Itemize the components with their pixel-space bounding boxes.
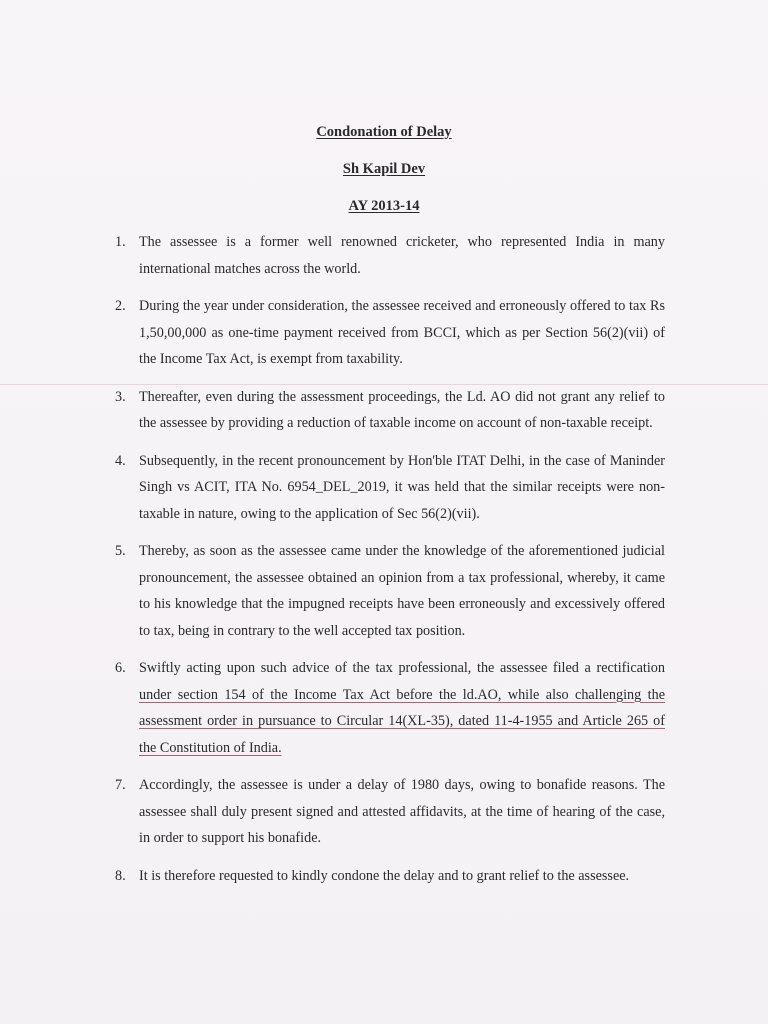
item-text: It is therefore requested to kindly condone the delay and to grant relief to the assessee. bbox=[139, 867, 630, 884]
list-item bbox=[115, 655, 665, 761]
list-item bbox=[115, 538, 665, 644]
item-text: Subsequently, in the recent pronouncement by Hon'ble ITAT Delhi, in the case of Maninder Singh vs ACIT, ITA No. 6954_DEL_2019, it was held that the similar receipts were non-taxable in nature, owing to the application of Sec 56(2)(vii). bbox=[139, 452, 665, 522]
item-number: 1. bbox=[115, 234, 126, 250]
list-item bbox=[115, 772, 665, 852]
item-text: Accordingly, the assessee is under a delay of 1980 days, owing to bonafide reasons. The assessee shall duly present signed and attested affidavits, at the time of hearing of the case, in order to support his bonafide. bbox=[139, 777, 665, 846]
list-item bbox=[115, 384, 665, 437]
list-item bbox=[115, 229, 665, 282]
item-number: 6. bbox=[115, 660, 126, 676]
item-text: Thereby, as soon as the assessee came under the knowledge of the aforementioned judicial pronouncement, the assessee obtained an opinion from a tax professional, whereby, it came to his knowledge that the impugned receipts have been erroneously and excessively offered to tax, being in contrary to the well accepted tax position. bbox=[139, 543, 665, 639]
assessee-name: Sh Kapil Dev bbox=[342, 161, 426, 177]
assessment-year: AY 2013-14 bbox=[348, 198, 420, 214]
item-text: Swiftly acting upon such advice of the tax professional, the assessee filed a rectification bbox=[139, 660, 665, 676]
list-item bbox=[115, 863, 665, 890]
underlined-text: under section 154 of the Income Tax Act before the ld.AO, while also challenging the assessment order in pursuance to Circular 14(XL-35), dated 11-4-1955 and Article 265 of the Constitution of India. bbox=[139, 686, 665, 756]
document-header bbox=[0, 120, 768, 231]
item-number: 8. bbox=[115, 867, 126, 884]
item-number: 5. bbox=[115, 543, 126, 559]
item-number: 4. bbox=[115, 452, 126, 469]
document-title: Condonation of Delay bbox=[316, 124, 452, 140]
list-item bbox=[115, 448, 665, 528]
item-text: The assessee is a former well renowned cricketer, who represented India in many international matches across the world. bbox=[139, 234, 665, 277]
item-text: During the year under consideration, the assessee received and erroneously offered to tax Rs 1,50,00,000 as one-time payment received from BCCI, which as per Section 56(2)(vii) of the Income Tax Act, is exempt from taxability. bbox=[139, 298, 665, 367]
list-item bbox=[115, 293, 665, 373]
item-text: Thereafter, even during the assessment proceedings, the Ld. AO did not grant any relief to the assessee by providing a reduction of taxable income on account of non-taxable receipt. bbox=[139, 388, 665, 431]
item-number: 2. bbox=[115, 298, 126, 314]
item-number: 3. bbox=[115, 388, 126, 405]
numbered-list bbox=[115, 229, 665, 900]
item-number: 7. bbox=[115, 777, 126, 793]
